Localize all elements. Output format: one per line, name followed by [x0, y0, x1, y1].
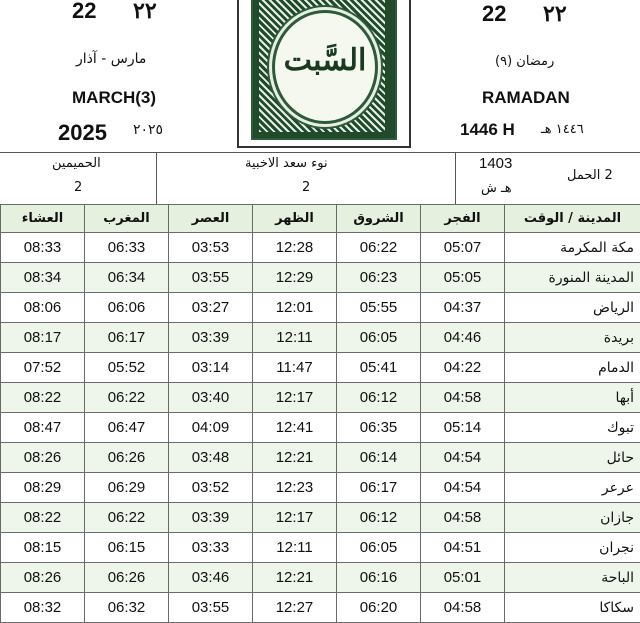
gregorian-month-arabic: مارس - آذار — [76, 51, 146, 67]
table-row — [1, 233, 640, 263]
gregorian-day-western: 22 — [72, 0, 96, 24]
info-right-year: 1403 — [479, 155, 512, 172]
sunrise-time: 06:12 — [337, 383, 421, 413]
info-right-sub: هـ ش — [481, 181, 512, 196]
gregorian-year-western: 2025 — [58, 120, 107, 146]
info-left-value: 2 — [74, 180, 82, 195]
dhuhr-time: 12:11 — [253, 533, 337, 563]
table-row — [1, 323, 640, 353]
table-row — [1, 443, 640, 473]
hijri-day-western: 22 — [482, 1, 506, 27]
isha-time: 07:52 — [1, 353, 85, 383]
isha-time: 08:26 — [1, 443, 85, 473]
maghrib-time: 06:26 — [85, 563, 169, 593]
table-row — [1, 413, 640, 443]
isha-time: 08:26 — [1, 563, 85, 593]
table-row — [1, 503, 640, 533]
table-row — [1, 473, 640, 503]
fajr-time: 04:22 — [421, 353, 505, 383]
city-name: الباحة — [505, 563, 640, 593]
asr-time: 03:48 — [169, 443, 253, 473]
fajr-time: 04:46 — [421, 323, 505, 353]
dhuhr-time: 12:23 — [253, 473, 337, 503]
city-name: المدينة المنورة — [505, 263, 640, 293]
isha-time: 08:17 — [1, 323, 85, 353]
sunrise-time: 06:22 — [337, 233, 421, 263]
asr-time: 03:27 — [169, 293, 253, 323]
asr-time: 03:46 — [169, 563, 253, 593]
maghrib-time: 06:26 — [85, 443, 169, 473]
city-name: عرعر — [505, 473, 640, 503]
asr-time: 03:40 — [169, 383, 253, 413]
asr-time: 03:55 — [169, 593, 253, 623]
city-name: حائل — [505, 443, 640, 473]
maghrib-time: 06:17 — [85, 323, 169, 353]
header-isha: العشاء — [1, 205, 85, 233]
maghrib-time: 06:32 — [85, 593, 169, 623]
header-maghrib: المغرب — [85, 205, 169, 233]
header-sunrise: الشروق — [337, 205, 421, 233]
asr-time: 03:33 — [169, 533, 253, 563]
dhuhr-time: 12:17 — [253, 383, 337, 413]
sunrise-time: 06:05 — [337, 323, 421, 353]
sunrise-time: 06:17 — [337, 473, 421, 503]
info-center-value: 2 — [302, 180, 310, 195]
emblem-medallion — [272, 10, 378, 124]
sunrise-time: 06:16 — [337, 563, 421, 593]
isha-time: 08:15 — [1, 533, 85, 563]
fajr-time: 05:14 — [421, 413, 505, 443]
asr-time: 03:53 — [169, 233, 253, 263]
dhuhr-time: 12:01 — [253, 293, 337, 323]
asr-time: 03:39 — [169, 323, 253, 353]
sunrise-time: 06:05 — [337, 533, 421, 563]
weekday-name: السَّبت — [275, 43, 375, 78]
maghrib-time: 06:22 — [85, 503, 169, 533]
isha-time: 08:34 — [1, 263, 85, 293]
maghrib-time: 06:06 — [85, 293, 169, 323]
sunrise-time: 06:35 — [337, 413, 421, 443]
city-name: مكة المكرمة — [505, 233, 640, 263]
asr-time: 03:55 — [169, 263, 253, 293]
table-header-row — [1, 205, 640, 233]
table-row — [1, 563, 640, 593]
gregorian-day-arabic: ٢٢ — [133, 0, 157, 24]
info-divider-left — [156, 152, 157, 204]
gregorian-year-arabic: ٢٠٢٥ — [133, 122, 163, 138]
fajr-time: 05:07 — [421, 233, 505, 263]
maghrib-time: 05:52 — [85, 353, 169, 383]
hijri-year-arabic: ١٤٤٦ هـ — [541, 122, 584, 137]
maghrib-time: 06:34 — [85, 263, 169, 293]
fajr-time: 05:01 — [421, 563, 505, 593]
dhuhr-time: 11:47 — [253, 353, 337, 383]
header-city-time: المدينة / الوقت — [505, 205, 640, 233]
info-center-label: نوء سعد الاخبية — [245, 156, 328, 171]
dhuhr-time: 12:29 — [253, 263, 337, 293]
table-row — [1, 293, 640, 323]
sunrise-time: 05:41 — [337, 353, 421, 383]
isha-time: 08:47 — [1, 413, 85, 443]
asr-time: 04:09 — [169, 413, 253, 443]
header-dhuhr: الظهر — [253, 205, 337, 233]
fajr-time: 04:37 — [421, 293, 505, 323]
fajr-time: 04:58 — [421, 503, 505, 533]
header-asr: العصر — [169, 205, 253, 233]
info-divider-right — [455, 152, 456, 204]
city-name: بريدة — [505, 323, 640, 353]
city-name: جازان — [505, 503, 640, 533]
isha-time: 08:29 — [1, 473, 85, 503]
maghrib-time: 06:33 — [85, 233, 169, 263]
city-name: سكاكا — [505, 593, 640, 623]
table-row — [1, 353, 640, 383]
info-left-label: الحميمين — [52, 156, 101, 171]
gregorian-month-english: MARCH(3) — [72, 88, 156, 108]
isha-time: 08:32 — [1, 593, 85, 623]
maghrib-time: 06:29 — [85, 473, 169, 503]
fajr-time: 04:54 — [421, 473, 505, 503]
dhuhr-time: 12:11 — [253, 323, 337, 353]
asr-time: 03:52 — [169, 473, 253, 503]
city-name: الدمام — [505, 353, 640, 383]
info-row-top-border — [0, 152, 640, 153]
fajr-time: 04:58 — [421, 383, 505, 413]
isha-time: 08:06 — [1, 293, 85, 323]
emblem-pattern — [259, 0, 385, 132]
sunrise-time: 05:55 — [337, 293, 421, 323]
table-row — [1, 533, 640, 563]
maghrib-time: 06:22 — [85, 383, 169, 413]
table-body — [1, 233, 640, 623]
fajr-time: 05:05 — [421, 263, 505, 293]
asr-time: 03:39 — [169, 503, 253, 533]
city-name: تبوك — [505, 413, 640, 443]
isha-time: 08:22 — [1, 383, 85, 413]
dhuhr-time: 12:21 — [253, 563, 337, 593]
fajr-time: 04:54 — [421, 443, 505, 473]
info-right-label: 2 الحمل — [567, 168, 613, 183]
isha-time: 08:22 — [1, 503, 85, 533]
sunrise-time: 06:14 — [337, 443, 421, 473]
sunrise-time: 06:23 — [337, 263, 421, 293]
asr-time: 03:14 — [169, 353, 253, 383]
hijri-year-english: 1446 H — [460, 120, 515, 140]
fajr-time: 04:51 — [421, 533, 505, 563]
sunrise-time: 06:12 — [337, 503, 421, 533]
fajr-time: 04:58 — [421, 593, 505, 623]
isha-time: 08:33 — [1, 233, 85, 263]
dhuhr-time: 12:27 — [253, 593, 337, 623]
table-row — [1, 593, 640, 623]
hijri-month-arabic: رمضان (٩) — [495, 54, 554, 69]
dhuhr-time: 12:41 — [253, 413, 337, 443]
dhuhr-time: 12:28 — [253, 233, 337, 263]
table-row — [1, 263, 640, 293]
header-fajr: الفجر — [421, 205, 505, 233]
emblem-frame — [251, 0, 397, 140]
city-name: أبها — [505, 383, 640, 413]
city-name: الرياض — [505, 293, 640, 323]
hijri-month-english: RAMADAN — [482, 88, 570, 108]
table-row — [1, 383, 640, 413]
city-name: نجران — [505, 533, 640, 563]
hijri-day-arabic: ٢٢ — [543, 1, 567, 27]
maghrib-time: 06:15 — [85, 533, 169, 563]
dhuhr-time: 12:17 — [253, 503, 337, 533]
dhuhr-time: 12:21 — [253, 443, 337, 473]
maghrib-time: 06:47 — [85, 413, 169, 443]
prayer-times-table — [0, 204, 640, 623]
weekday-emblem — [237, 0, 411, 148]
sunrise-time: 06:20 — [337, 593, 421, 623]
